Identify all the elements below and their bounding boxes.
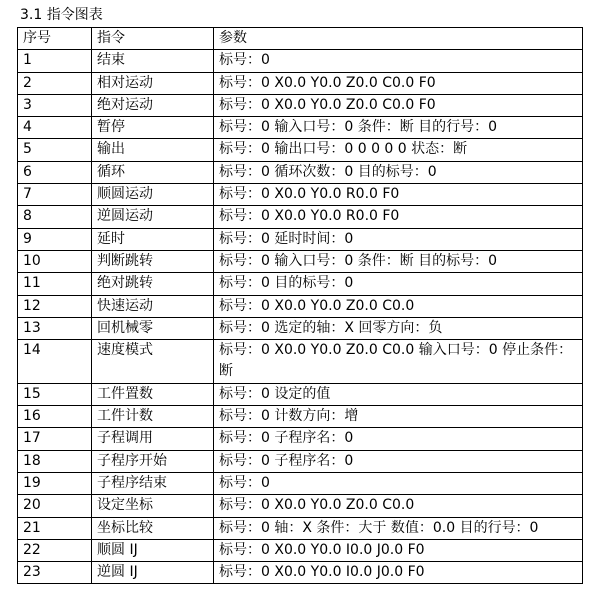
- row-index-cell: 8: [18, 206, 92, 228]
- table-row: [18, 72, 583, 94]
- row-command-cell: 绝对运动: [92, 94, 214, 116]
- row-command-cell: 快速运动: [92, 295, 214, 317]
- row-command-cell: 子程调用: [92, 428, 214, 450]
- row-params-cell: 标号：0 输出口号：0 0 0 0 0 状态：断: [214, 139, 583, 161]
- row-command-cell: 延时: [92, 228, 214, 250]
- row-command-cell: 设定坐标: [92, 495, 214, 517]
- row-command-cell: 坐标比较: [92, 517, 214, 539]
- table-row: [18, 406, 583, 428]
- table-row: [18, 495, 583, 517]
- row-index-cell: 10: [18, 250, 92, 272]
- row-index-cell: 23: [18, 562, 92, 584]
- row-command-cell: 速度模式: [92, 340, 214, 384]
- row-command-cell: 绝对跳转: [92, 273, 214, 295]
- row-index-cell: 3: [18, 94, 92, 116]
- row-command-cell: 工件置数: [92, 383, 214, 405]
- table-row: [18, 250, 583, 272]
- row-params-cell: 标号：0 计数方向：增: [214, 406, 583, 428]
- table-row: [18, 472, 583, 494]
- table-row: [18, 428, 583, 450]
- table-row: [18, 539, 583, 561]
- row-index-cell: 11: [18, 273, 92, 295]
- row-params-cell: 标号：0: [214, 50, 583, 72]
- row-index-cell: 20: [18, 495, 92, 517]
- row-params-cell: 标号：0 输入口号：0 条件：断 目的行号：0: [214, 117, 583, 139]
- row-index-cell: 19: [18, 472, 92, 494]
- row-command-cell: 暂停: [92, 117, 214, 139]
- row-index-cell: 9: [18, 228, 92, 250]
- row-params-cell: 标号：0 X0.0 Y0.0 Z0.0 C0.0: [214, 495, 583, 517]
- table-row: [18, 161, 583, 183]
- row-params-cell: 标号：0 输入口号：0 条件：断 目的标号：0: [214, 250, 583, 272]
- header-index: 序号: [18, 28, 92, 50]
- row-index-cell: 22: [18, 539, 92, 561]
- table-row: [18, 562, 583, 584]
- row-index-cell: 7: [18, 184, 92, 206]
- table-row: [18, 50, 583, 72]
- table-row: [18, 273, 583, 295]
- command-table: [17, 27, 583, 584]
- row-params-cell: 标号：0 循环次数：0 目的标号：0: [214, 161, 583, 183]
- table-row: [18, 517, 583, 539]
- row-command-cell: 顺圆运动: [92, 184, 214, 206]
- row-index-cell: 6: [18, 161, 92, 183]
- row-params-cell: 标号：0 子程序名：0: [214, 450, 583, 472]
- row-index-cell: 2: [18, 72, 92, 94]
- row-command-cell: 工件计数: [92, 406, 214, 428]
- row-command-cell: 子程序结束: [92, 472, 214, 494]
- table-row: [18, 228, 583, 250]
- table-row: [18, 450, 583, 472]
- row-params-cell: 标号：0 轴：X 条件：大于 数值：0.0 目的行号：0: [214, 517, 583, 539]
- row-command-cell: 逆圆 IJ: [92, 562, 214, 584]
- row-index-cell: 4: [18, 117, 92, 139]
- row-command-cell: 回机械零: [92, 317, 214, 339]
- row-index-cell: 5: [18, 139, 92, 161]
- row-index-cell: 18: [18, 450, 92, 472]
- row-params-cell: 标号：0 目的标号：0: [214, 273, 583, 295]
- row-command-cell: 子程序开始: [92, 450, 214, 472]
- row-params-cell: 标号：0 延时时间：0: [214, 228, 583, 250]
- table-row: [18, 383, 583, 405]
- row-params-cell: 标号：0 X0.0 Y0.0 R0.0 F0: [214, 206, 583, 228]
- row-command-cell: 顺圆 IJ: [92, 539, 214, 561]
- row-index-cell: 17: [18, 428, 92, 450]
- row-params-cell: 标号：0 X0.0 Y0.0 I0.0 J0.0 F0: [214, 562, 583, 584]
- row-params-cell: 标号：0 设定的值: [214, 383, 583, 405]
- table-row: [18, 295, 583, 317]
- row-command-cell: 逆圆运动: [92, 206, 214, 228]
- row-index-cell: 13: [18, 317, 92, 339]
- row-params-cell: 标号：0 子程序名：0: [214, 428, 583, 450]
- row-command-cell: 输出: [92, 139, 214, 161]
- row-params-cell: 标号：0 X0.0 Y0.0 R0.0 F0: [214, 184, 583, 206]
- table-row: [18, 317, 583, 339]
- row-params-cell: 标号：0 X0.0 Y0.0 Z0.0 C0.0 输入口号：0 停止条件：断: [214, 340, 583, 384]
- row-params-cell: 标号：0 X0.0 Y0.0 Z0.0 C0.0 F0: [214, 72, 583, 94]
- row-command-cell: 循环: [92, 161, 214, 183]
- row-params-cell: 标号：0: [214, 472, 583, 494]
- table-row: [18, 184, 583, 206]
- row-command-cell: 相对运动: [92, 72, 214, 94]
- row-params-cell: 标号：0 X0.0 Y0.0 Z0.0 C0.0: [214, 295, 583, 317]
- row-index-cell: 12: [18, 295, 92, 317]
- page-title: 3.1 指令图表: [20, 7, 103, 23]
- row-index-cell: 15: [18, 383, 92, 405]
- table-row: [18, 206, 583, 228]
- row-index-cell: 16: [18, 406, 92, 428]
- row-command-cell: 判断跳转: [92, 250, 214, 272]
- row-index-cell: 1: [18, 50, 92, 72]
- table-row: [18, 117, 583, 139]
- header-command: 指令: [92, 28, 214, 50]
- header-params: 参数: [214, 28, 583, 50]
- row-index-cell: 14: [18, 340, 92, 384]
- table-header-row: [18, 28, 583, 50]
- row-params-cell: 标号：0 选定的轴：X 回零方向：负: [214, 317, 583, 339]
- table-row: [18, 139, 583, 161]
- row-index-cell: 21: [18, 517, 92, 539]
- command-table-body: [18, 28, 583, 584]
- table-row: [18, 340, 583, 384]
- table-row: [18, 94, 583, 116]
- row-params-cell: 标号：0 X0.0 Y0.0 Z0.0 C0.0 F0: [214, 94, 583, 116]
- row-params-cell: 标号：0 X0.0 Y0.0 I0.0 J0.0 F0: [214, 539, 583, 561]
- row-command-cell: 结束: [92, 50, 214, 72]
